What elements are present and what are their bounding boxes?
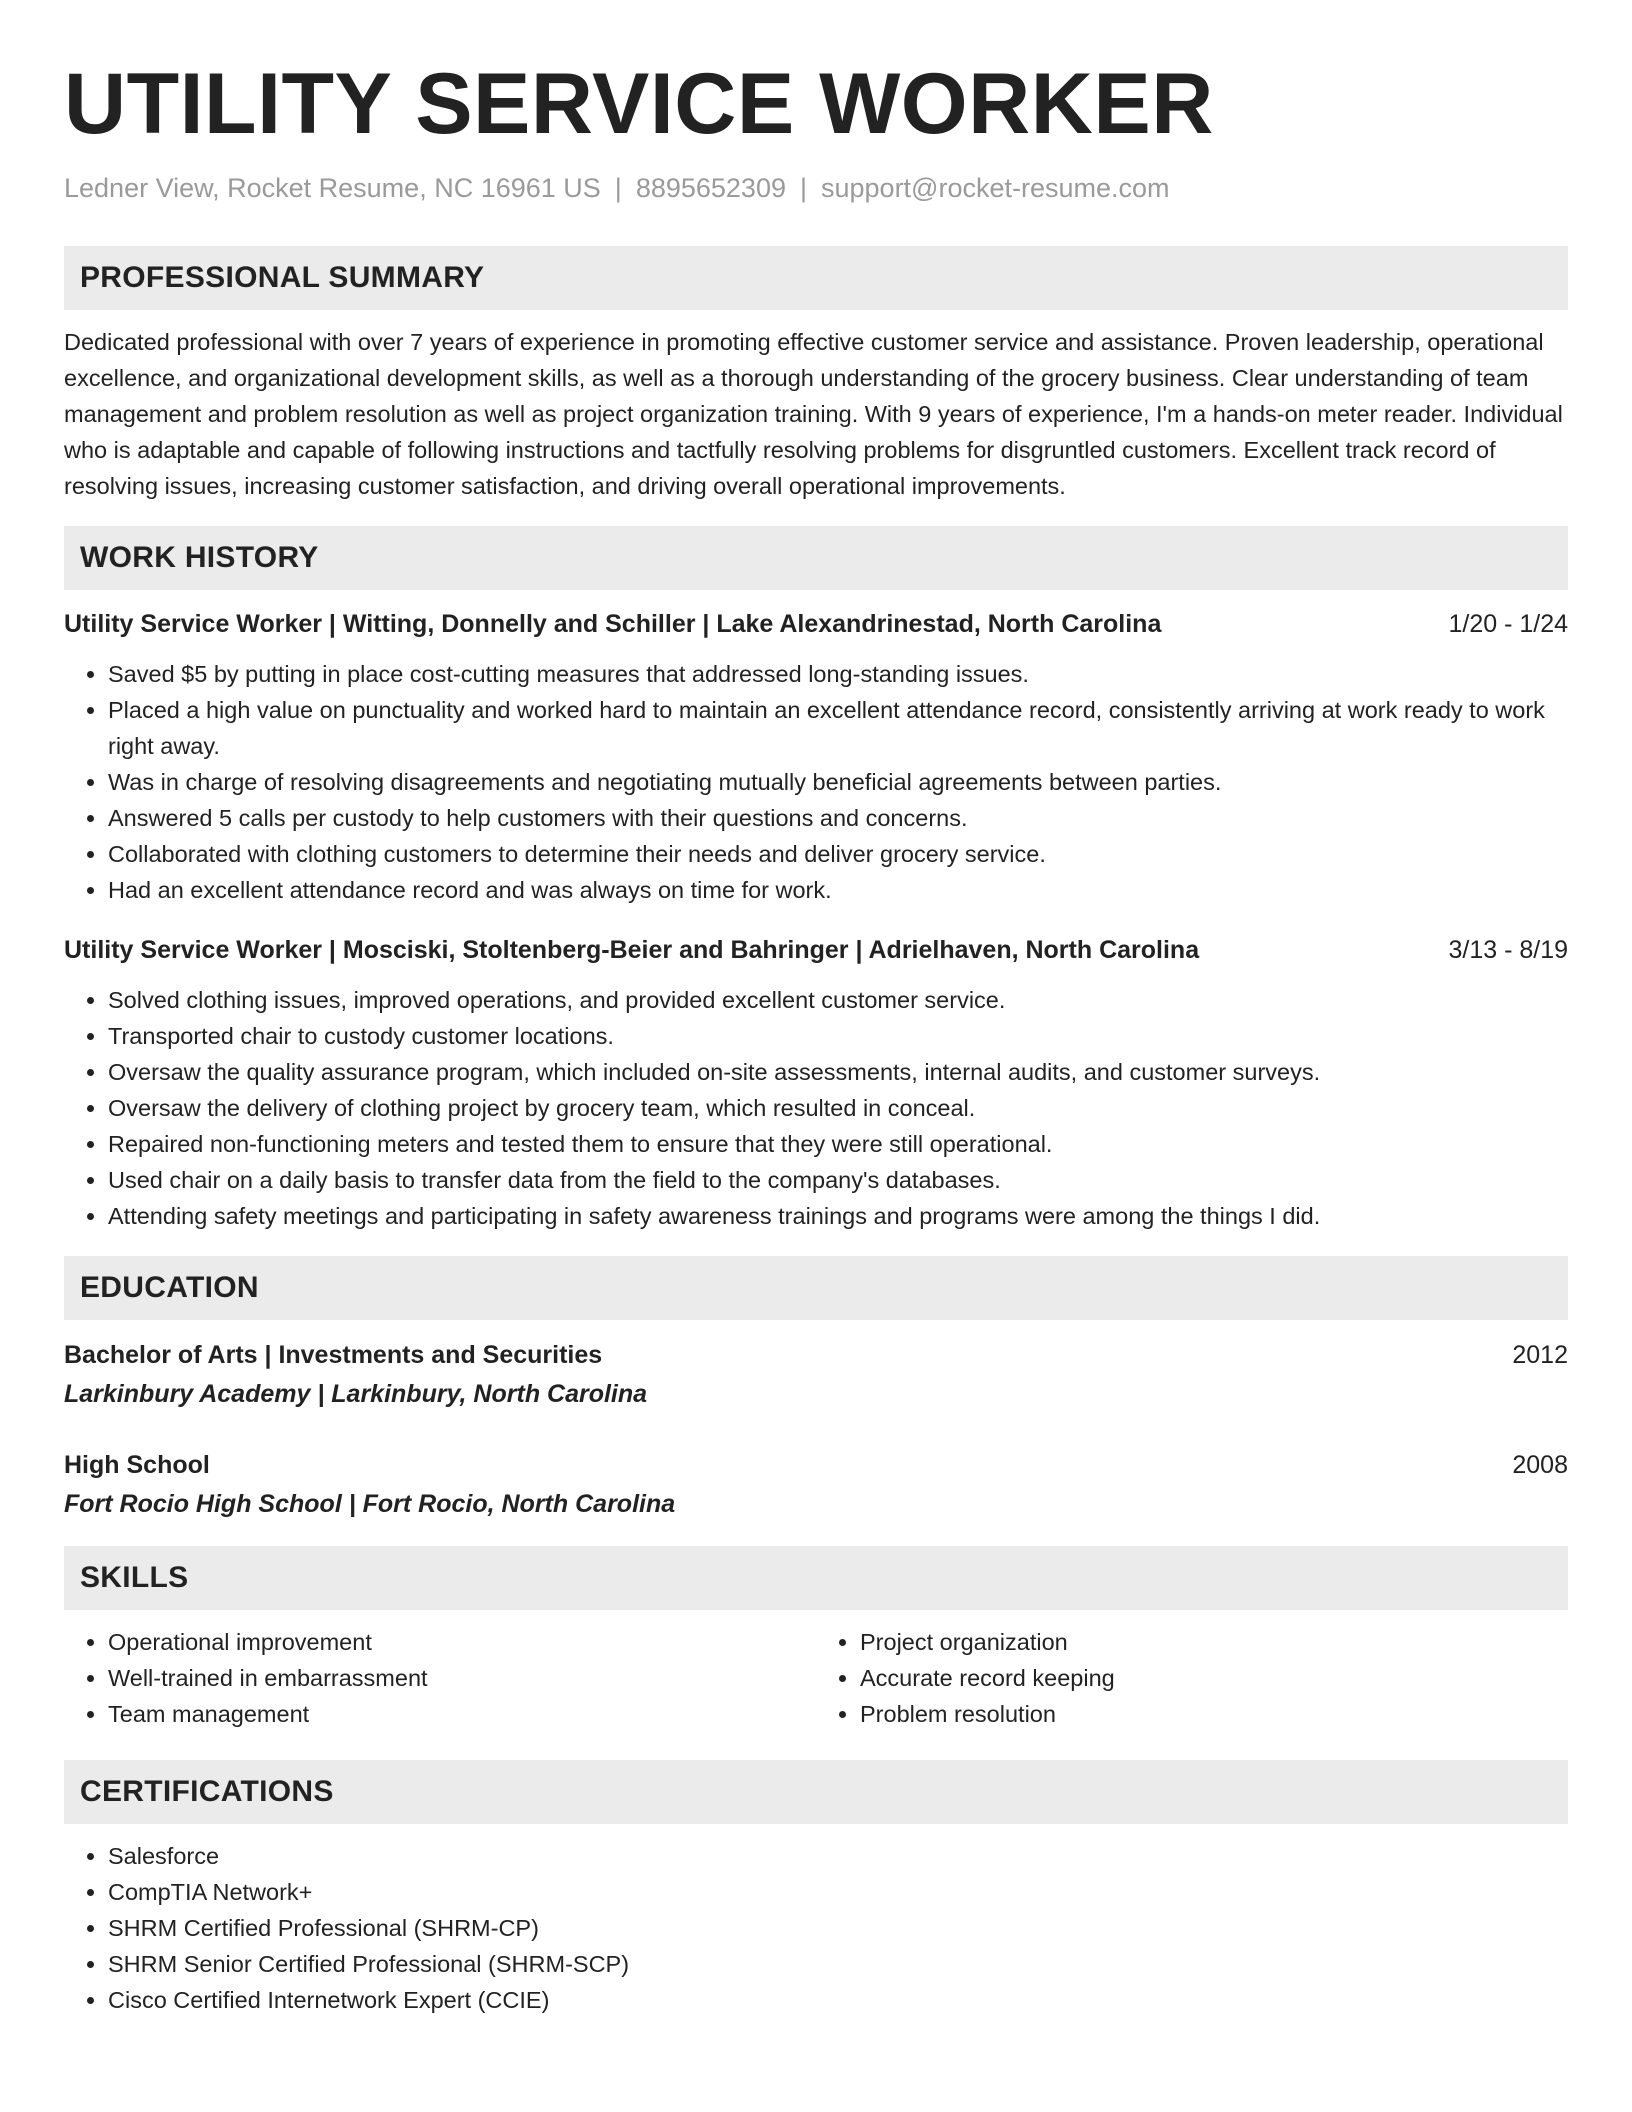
skills-list (64, 1624, 1568, 1732)
job-entry (64, 932, 1568, 1234)
skill-item: • Well-trained in embarrassment (108, 1660, 816, 1696)
skill-item: • Accurate record keeping (860, 1660, 1568, 1696)
summary-text: Dedicated professional with over 7 years of experience in promoting effective customer service and assistance. Proven leadership, operational excellence, and organizational development skills, as well as a thorough understanding of the grocery business. Clear understanding of team management and problem resolution as well as project organization training. With 9 years of experience, I'm a hands-on meter reader. Individual who is adaptable and capable of following instructions and tactfully resolving problems for disgruntled customers. Excellent track record of resolving issues, increasing customer satisfaction, and driving overall operational improvements. (64, 329, 1563, 499)
contact-line (64, 168, 1568, 208)
job-title: Utility Service Worker | Witting, Donnelly and Schiller | Lake Alexandrinestad, North Carolina (64, 610, 1162, 638)
education-school: Larkinbury Academy | Larkinbury, North Carolina (64, 1380, 648, 1408)
section-heading-summary: PROFESSIONAL SUMMARY (64, 246, 1568, 310)
skill-item: • Problem resolution (860, 1696, 1568, 1732)
section-heading-skills: SKILLS (64, 1546, 1568, 1610)
education-degree: Bachelor of Arts | Investments and Securities (64, 1341, 603, 1369)
job-bullet: • Attending safety meetings and participating in safety awareness trainings and programs were among the things I did. (108, 1198, 1568, 1234)
job-bullet: • Used chair on a daily basis to transfer data from the field to the company's databases. (108, 1162, 1568, 1198)
education-entry (64, 1446, 1568, 1524)
job-bullet: • Was in charge of resolving disagreements and negotiating mutually beneficial agreements between parties. (108, 764, 1568, 800)
education-year: 2012 (1512, 1341, 1568, 1369)
education-year: 2008 (1512, 1451, 1568, 1479)
job-bullet: • Solved clothing issues, improved operations, and provided excellent customer service. (108, 982, 1568, 1018)
job-bullet: • Answered 5 calls per custody to help customers with their questions and concerns. (108, 800, 1568, 836)
job-bullets (64, 982, 1568, 1234)
job-bullet: • Oversaw the delivery of clothing project by grocery team, which resulted in conceal. (108, 1090, 1568, 1126)
contact-separator: | (799, 173, 807, 203)
certification-item: • Salesforce (108, 1838, 1568, 1874)
job-dates: 1/20 - 1/24 (1448, 610, 1568, 638)
contact-phone: 8895652309 (635, 173, 786, 203)
job-bullet: • Collaborated with clothing customers to determine their needs and deliver grocery service. (108, 836, 1568, 872)
job-title: Utility Service Worker | Mosciski, Stoltenberg-Beier and Bahringer | Adrielhaven, North Carolina (64, 936, 1200, 964)
certification-item: • Cisco Certified Internetwork Expert (CCIE) (108, 1982, 1568, 2018)
job-bullet: • Had an excellent attendance record and was always on time for work. (108, 872, 1568, 908)
certifications-list (64, 1838, 1568, 2018)
education-school: Fort Rocio High School | Fort Rocio, North Carolina (64, 1490, 676, 1518)
education-header (64, 1336, 1568, 1374)
section-heading-certifications: CERTIFICATIONS (64, 1760, 1568, 1824)
job-bullets (64, 656, 1568, 908)
skill-item: • Operational improvement (108, 1624, 816, 1660)
skills-column-right (816, 1624, 1568, 1732)
education-degree: High School (64, 1451, 210, 1479)
certification-item: • SHRM Certified Professional (SHRM-CP) (108, 1910, 1568, 1946)
job-bullet: • Saved $5 by putting in place cost-cutting measures that addressed long-standing issues. (108, 656, 1568, 692)
certification-item: • SHRM Senior Certified Professional (SHRM-SCP) (108, 1946, 1568, 1982)
section-heading-work-history: WORK HISTORY (64, 526, 1568, 590)
page-title: UTILITY SERVICE WORKER (64, 56, 1214, 152)
skills-column-left (64, 1624, 816, 1732)
job-bullet: • Repaired non-functioning meters and tested them to ensure that they were still operational. (108, 1126, 1568, 1162)
certification-item: • CompTIA Network+ (108, 1874, 1568, 1910)
education-header (64, 1446, 1568, 1484)
job-header (64, 606, 1568, 642)
job-bullet: • Transported chair to custody customer locations. (108, 1018, 1568, 1054)
contact-email: support@rocket-resume.com (821, 173, 1170, 203)
section-heading-education: EDUCATION (64, 1256, 1568, 1320)
job-entry (64, 606, 1568, 908)
job-bullet: • Oversaw the quality assurance program, which included on-site assessments, internal audits, and customer surveys. (108, 1054, 1568, 1090)
contact-separator: | (614, 173, 622, 203)
contact-address: Ledner View, Rocket Resume, NC 16961 US (64, 173, 601, 203)
job-dates: 3/13 - 8/19 (1448, 936, 1568, 964)
job-bullet: • Placed a high value on punctuality and worked hard to maintain an excellent attendance record, consistently arriving at work ready to work right away. (108, 692, 1568, 764)
skill-item: • Team management (108, 1696, 816, 1732)
skill-item: • Project organization (860, 1624, 1568, 1660)
education-entry (64, 1336, 1568, 1414)
job-header (64, 932, 1568, 968)
